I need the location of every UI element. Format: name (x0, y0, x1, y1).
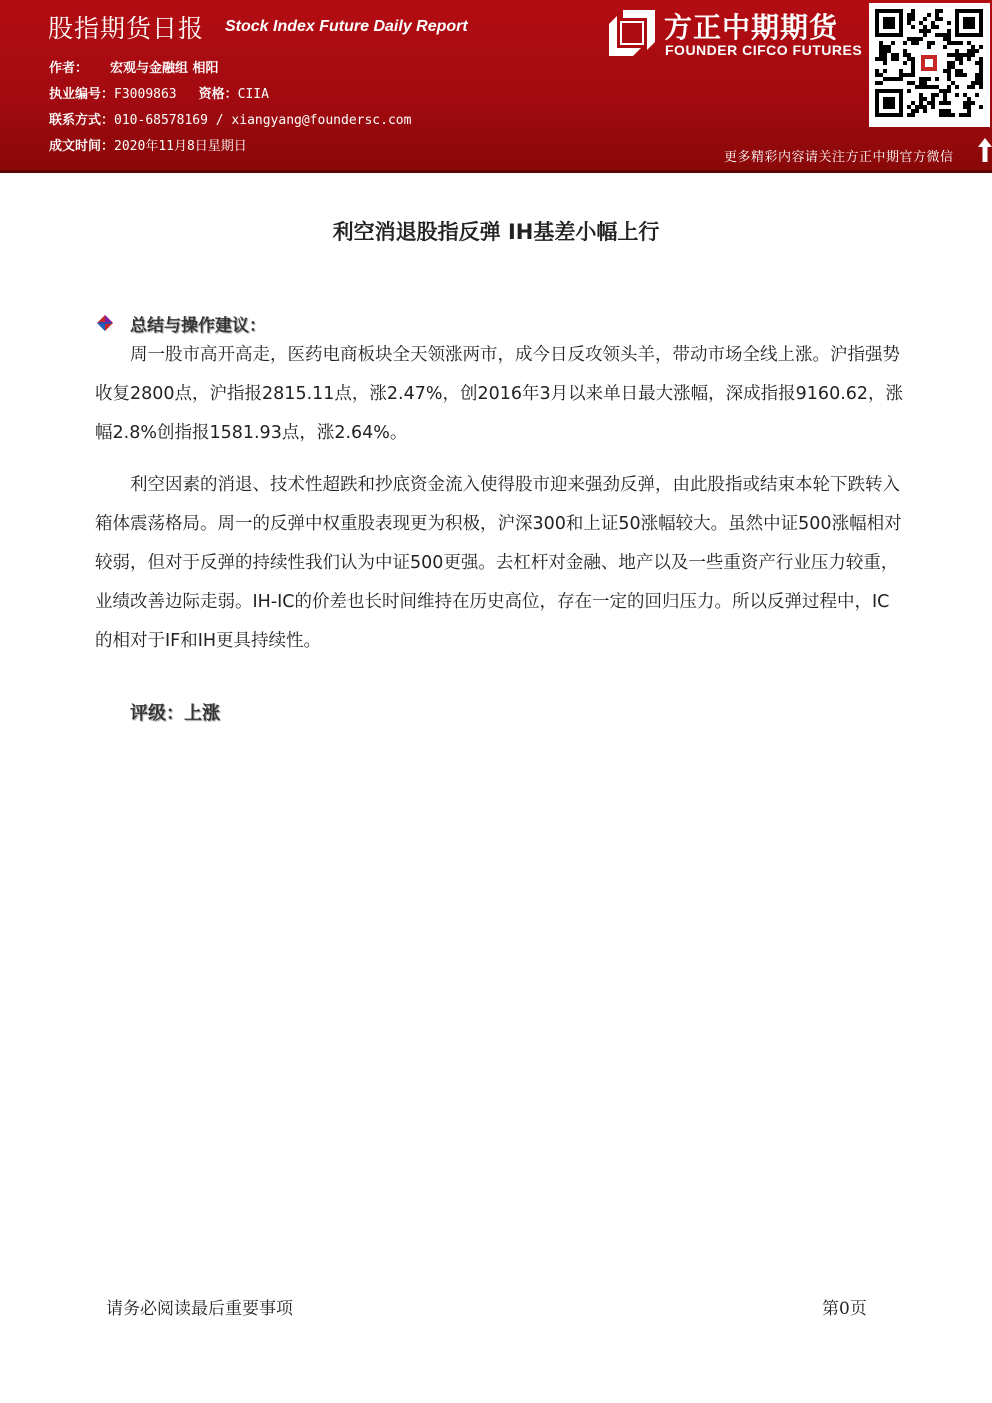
qualification-value: CIIA (237, 87, 269, 102)
wechat-follow-note: 更多精彩内容请关注方正中期官方微信 (724, 150, 954, 165)
section-heading (96, 311, 266, 335)
document-title: 利空消退股指反弹 IH基差小幅上行 (332, 220, 660, 244)
founder-logo-icon (609, 10, 655, 56)
header-divider (0, 170, 992, 173)
logo-text-cn: 方正中期期货 (664, 11, 839, 44)
license-value: F3009863 (114, 87, 177, 102)
page-number: 第0页 (822, 1299, 867, 1319)
license-label: 执业编号： (49, 87, 115, 102)
logo-text-en: FOUNDER CIFCO FUTURES (665, 42, 863, 58)
contact-value: 010-68578169 / xiangyang@foundersc.com (114, 113, 412, 128)
rating: 评级：上涨 (130, 703, 220, 724)
date-value: 2020年11月8日星期日 (114, 139, 247, 154)
report-header (0, 0, 992, 170)
footer-notice: 请务必阅读最后重要事项 (106, 1299, 293, 1319)
up-arrow-icon (978, 138, 992, 162)
section-heading-text: 总结与操作建议： (130, 315, 266, 336)
qualification-label: 资格： (198, 87, 238, 102)
report-title-en: Stock Index Future Daily Report (225, 18, 468, 35)
date-label: 成文时间： (49, 139, 115, 154)
author-label: 作者： (49, 61, 89, 76)
author-line (49, 57, 219, 76)
diamond-bullet-icon (96, 314, 114, 332)
body-paragraph-1: 周一股市高开高走，医药电商板块全天领涨两市，成今日反攻领头羊，带动市场全线上涨。沪指强势收复2800点，沪指报2815.11点，涨2.47%，创2016年3月以来单日最大涨幅，深成指报9160.62，涨幅2.8%创指报1581.93点，涨2.64%。 (95, 345, 904, 443)
license-line (49, 83, 269, 102)
contact-label: 联系方式： (49, 113, 115, 128)
report-title-cn: 股指期货日报 (48, 14, 205, 43)
body-paragraph-2: 利空因素的消退、技术性超跌和抄底资金流入使得股市迎来强劲反弹，由此股指或结束本轮下跌转入箱体震荡格局。周一的反弹中权重股表现更为积极，沪深300和上证50涨幅较大。虽然中证500涨幅相对较弱，但对于反弹的持续性我们认为中证500更强。去杠杆对金融、地产以及一些重资产行业压力较重，业绩改善边际走弱。IH-IC的价差也长时间维持在历史高位，存在一定的回归压力。所以反弹过程中，IC的相对于IF和IH更具持续性。 (95, 475, 902, 651)
contact-line (49, 109, 411, 128)
wechat-qr-code (869, 3, 990, 127)
qr-code-icon (869, 3, 990, 127)
date-line (49, 135, 247, 154)
author-value: 宏观与金融组 相阳 (110, 61, 219, 76)
